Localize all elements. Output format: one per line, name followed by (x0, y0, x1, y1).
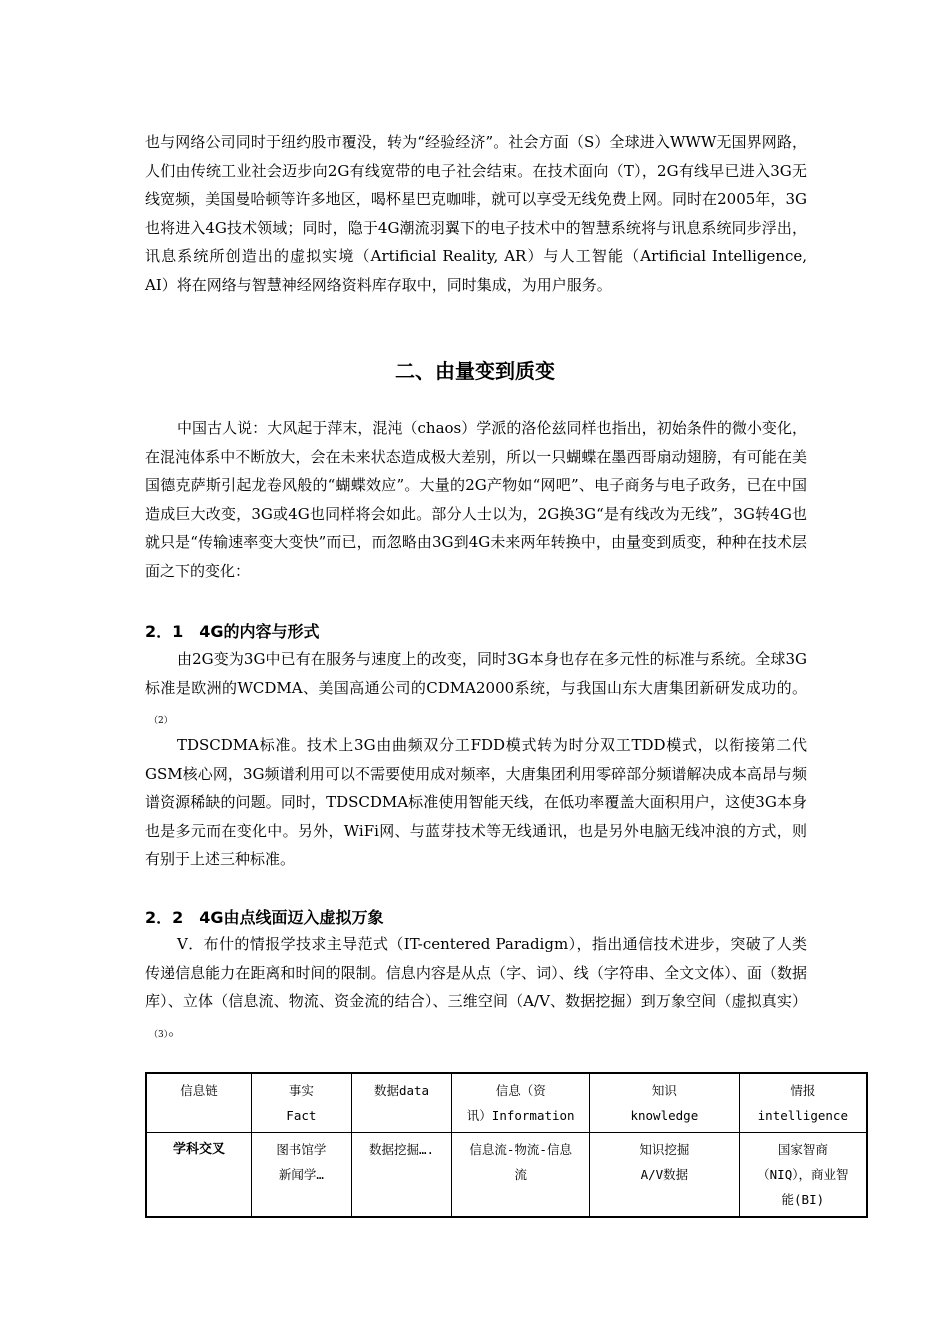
cell-text: 信息链 (180, 1083, 218, 1098)
citation-ref-3: （3） (149, 1029, 169, 1040)
cell-text: 学科交叉 (173, 1142, 226, 1157)
cell-text: 新闻学… (278, 1167, 324, 1182)
table-header-cell (739, 1073, 867, 1133)
table-cell (590, 1133, 740, 1218)
table-header-cell (590, 1073, 740, 1133)
cell-text: 数据data (373, 1083, 430, 1098)
cell-text: Fact (286, 1108, 317, 1123)
table-header-cell (252, 1073, 352, 1133)
cell-text: intelligence (757, 1108, 848, 1123)
table-header-cell (351, 1073, 452, 1133)
table-row-header-cell (146, 1133, 252, 1218)
paragraph-chaos: 中国古人说：大风起于萍末，混沌（chaos）学派的洛伦兹同样也指出，初始条件的微小变化，在混沌体系中不断放大，会在未来状态造成极大差别，所以一只蝴蝶在墨西哥扇动翅膀，有可能在美国德克萨斯引起龙卷风般的“蝴蝶效应”。大量的2G产物如“网吧”、电子商务与电子政务，已在中国造成巨大改变，3G或4G也同样将会如此。部分人士以为，2G换3G“是有线改为无线”，3G转4G也就只是“传输速率变大变快”而已，而忽略由3G到4G未来两年转换中，由量变到质变，种种在技术层面之下的变化： (145, 419, 807, 580)
paragraph-intro: 也与网络公司同时于纽约股市覆没，转为“经验经济”。社会方面（S）全球进入WWW无国界网路，人们由传统工业社会迈步向2G有线宽带的电子社会结束。在技术面向（T），2G有线早已进入3G无线宽频，美国曼哈顿等许多地区，喝杯星巴克咖啡，就可以享受无线免费上网。同时在2005年，3G也将进入4G技术领域；同时，隐于4G潮流羽翼下的电子技术中的智慧系统将与讯息系统同步浮出，讯息系统所创造出的虚拟实境（Artificial Reality, AR）与人工智能（Artificial Intelligence, AI）将在网络与智慧神经网络资料库存取中，同时集成，为用户服务。 (145, 133, 807, 294)
table-header-row (146, 1073, 867, 1133)
table-cell (452, 1133, 590, 1218)
cell-text: 知识 (651, 1083, 677, 1098)
cell-text: 国家智商 (777, 1142, 828, 1157)
paragraph-3g-standards-text: 由2G变为3G中已有在服务与速度上的改变，同时3G本身也存在多元性的标准与系统。全球3G标准是欧洲的WCDMA、美国高通公司的CDMA2000系统，与我国山东大唐集团新研发成功的。 (145, 650, 807, 697)
paragraph-paradigm-text: V．布什的情报学技求主导范式（IT-centered Paradigm），指出通信技术进步，突破了人类传递信息能力在距离和时间的限制。信息内容是从点（字、词）、线（字符串、全文文体）、面（数据库）、立体（信息流、物流、资金流的结合）、三维空间（A/V、数据挖掘）到万象空间（虚拟真实） (145, 935, 807, 1011)
table-header-cell (452, 1073, 590, 1133)
cell-text: 讯）Information (466, 1108, 575, 1123)
paragraph-paradigm (145, 930, 807, 1047)
cell-text: 能(BI) (781, 1192, 825, 1207)
cell-text: 情报 (790, 1083, 816, 1098)
table-header-cell (146, 1073, 252, 1133)
section-heading: 二、由量变到质变 (395, 359, 555, 383)
cell-text: （NIQ），商业智 (757, 1167, 849, 1182)
information-chain-table (145, 1072, 868, 1218)
table-cell (252, 1133, 352, 1218)
paragraph-3g-standards (145, 645, 807, 734)
subsection-heading-2-2: 2．2 4G由点线面迈入虚拟万象 (145, 908, 384, 927)
cell-text: 流 (514, 1167, 527, 1182)
cell-text: 信息（资 (495, 1083, 546, 1098)
cell-text: 知识挖掘 (639, 1142, 690, 1157)
subsection-heading-2-1: 2．1 4G的内容与形式 (145, 622, 320, 641)
cell-text: 事实 (288, 1083, 314, 1098)
cell-text: 信息流-物流-信息 (469, 1142, 572, 1157)
table-cell (351, 1133, 452, 1218)
cell-text: 数据挖掘…. (368, 1142, 435, 1157)
cell-text: A/V数据 (640, 1167, 689, 1182)
citation-ref-2: （2） (149, 716, 173, 727)
paragraph-tdscdma: TDSCDMA标准。技术上3G由曲频双分工FDD模式转为时分双工TDD模式，以衔接第二代GSM核心网，3G频谱利用可以不需要使用成对频率，大唐集团利用零碎部分频谱解决成本高昂与频谱资源稀缺的问题。同时，TDSCDMA标准使用智能天线，在低功率覆盖大面积用户，这使3G本身也是多元而在变化中。另外，WiFi网、与蓝芽技术等无线通讯，也是另外电脑无线冲浪的方式，则有别于上述三种标准。 (145, 736, 807, 869)
paragraph-paradigm-end: 。 (168, 1020, 184, 1039)
cell-text: 图书馆学 (276, 1142, 327, 1157)
cell-text: knowledge (630, 1108, 699, 1123)
table-row (146, 1133, 867, 1218)
table-cell (739, 1133, 867, 1218)
